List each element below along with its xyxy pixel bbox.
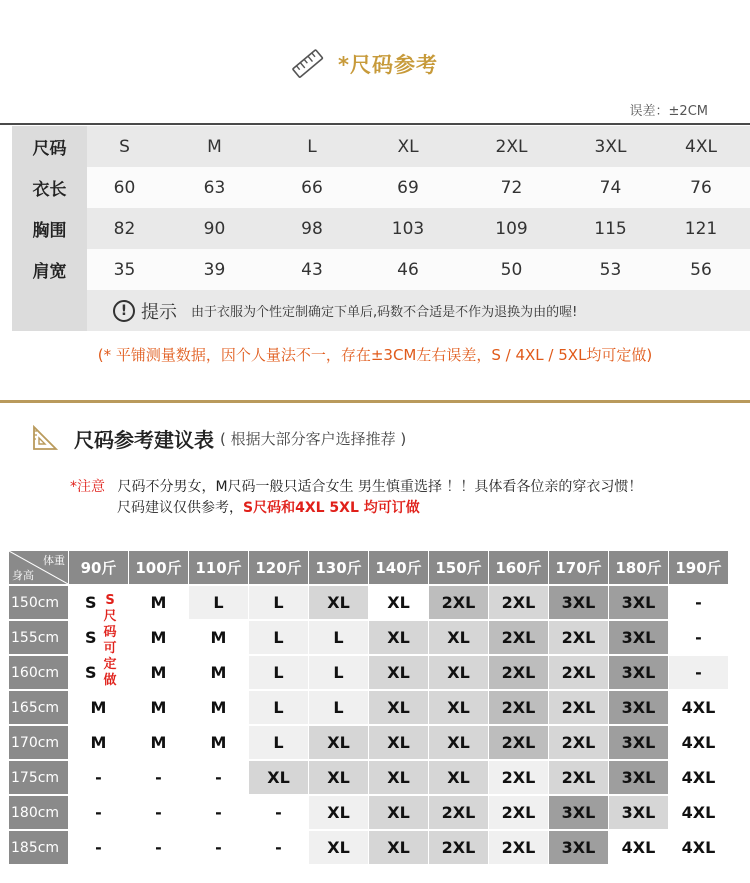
size-recommendation-cell: 2XL [489, 621, 548, 654]
size-recommendation-cell: - [669, 586, 728, 619]
height-label-cell: 155cm [9, 621, 68, 654]
weight-header-cell: 140斤 [369, 551, 428, 584]
size-cell: 66 [301, 177, 323, 198]
size-recommendation-cell: - [669, 621, 728, 654]
weight-header-cell: 90斤 [69, 551, 128, 584]
size-recommendation-cell: L [249, 656, 308, 689]
section-divider [0, 400, 750, 403]
tip-content [87, 290, 750, 331]
size-recommendation-cell: - [189, 831, 248, 864]
height-row [9, 725, 729, 760]
size-cell: M [207, 136, 222, 157]
size-recommendation-cell: XL [369, 691, 428, 724]
weight-header-cell: 190斤 [669, 551, 728, 584]
size-recommendation-cell: S [69, 621, 128, 654]
size-cell: XL [397, 136, 419, 157]
height-label-cell: 170cm [9, 726, 68, 759]
attention-highlight: S尺码和4XL 5XL 均可订做 [243, 500, 420, 516]
size-cell: 69 [397, 177, 419, 198]
size-cell: 115 [594, 218, 627, 239]
table-corner [9, 551, 68, 584]
size-row-values [87, 126, 750, 167]
size-recommendation-cell: M [189, 656, 248, 689]
size-cell: 50 [500, 259, 523, 280]
attention-line-1 [70, 477, 642, 498]
size-recommendation-cell: M [129, 691, 188, 724]
size-row-label: 衣长 [12, 167, 87, 208]
size-recommendation-cell: XL [369, 726, 428, 759]
ruler-icon [290, 46, 326, 82]
size-row-label: 胸围 [12, 208, 87, 249]
size-recommendation-cell: S [69, 656, 128, 689]
size-cell: S [119, 136, 130, 157]
s-custom-vertical-note [99, 593, 121, 689]
size-recommendation-cell: 3XL [609, 761, 668, 794]
table-top-rule [0, 123, 750, 125]
size-recommendation-cell: XL [429, 761, 488, 794]
size-recommendation-cell: - [249, 796, 308, 829]
size-recommendation-cell: 3XL [549, 796, 608, 829]
size-recommendation-cell: L [309, 621, 368, 654]
size-row-label: 肩宽 [12, 249, 87, 290]
height-label-cell: 160cm [9, 656, 68, 689]
size-recommendation-cell: 4XL [669, 796, 728, 829]
size-recommendation-cell: L [309, 656, 368, 689]
size-recommendation-cell: 2XL [429, 586, 488, 619]
size-recommendation-cell: 2XL [549, 621, 608, 654]
size-recommendation-cell: - [669, 656, 728, 689]
section1-title: *尺码参考 [338, 53, 438, 77]
size-row-label: 尺码 [12, 126, 87, 167]
weight-header-cell: 170斤 [549, 551, 608, 584]
size-cell: 121 [684, 218, 718, 239]
size-recommendation-cell: 2XL [489, 831, 548, 864]
height-label-cell: 165cm [9, 691, 68, 724]
size-cell: 35 [113, 259, 136, 280]
size-recommendation-cell: 2XL [489, 586, 548, 619]
corner-height-label: 身高 [12, 569, 34, 582]
size-cell: 56 [690, 259, 712, 280]
s-custom-note-text: S尺码可定做 [103, 593, 117, 688]
size-recommendation-cell: XL [369, 586, 428, 619]
size-recommendation-cell: - [189, 796, 248, 829]
size-cell: 74 [599, 177, 622, 198]
size-recommendation-cell: 2XL [549, 691, 608, 724]
height-row [9, 795, 729, 830]
size-cell: 2XL [495, 136, 528, 157]
height-label-cell: 185cm [9, 831, 68, 864]
size-recommendation-cell: 2XL [549, 761, 608, 794]
size-recommendation-cell: - [69, 831, 128, 864]
size-recommendation-cell: 2XL [489, 726, 548, 759]
attention-prefix: *注意 [70, 479, 105, 495]
size-recommendation-cell: S [69, 586, 128, 619]
weight-header-cell: 110斤 [189, 551, 248, 584]
size-cell: 90 [203, 218, 226, 239]
height-row [9, 830, 729, 865]
size-recommendation-cell: 3XL [549, 831, 608, 864]
size-recommendation-cell: XL [369, 761, 428, 794]
size-recommendation-cell: 2XL [489, 656, 548, 689]
size-row [12, 249, 750, 290]
size-recommendation-cell: XL [369, 656, 428, 689]
weight-header-row [9, 550, 729, 585]
weight-header-cell: 130斤 [309, 551, 368, 584]
size-row [12, 126, 750, 167]
size-recommendation-cell: M [129, 586, 188, 619]
size-recommendation-cell: M [189, 621, 248, 654]
attention-line-2 [70, 498, 642, 519]
size-recommendation-cell: XL [429, 656, 488, 689]
size-recommendation-cell: - [189, 761, 248, 794]
size-cell: L [307, 136, 317, 157]
size-row-values [87, 167, 750, 208]
size-recommendation-cell: 2XL [429, 831, 488, 864]
size-recommendation-cell: XL [369, 796, 428, 829]
section2-subtitle: ( 根据大部分客户选择推荐 ) [220, 429, 407, 448]
size-recommendation-cell: L [309, 691, 368, 724]
tip-label: 提示 [141, 301, 177, 323]
height-label-cell: 180cm [9, 796, 68, 829]
weight-header-cell: 150斤 [429, 551, 488, 584]
size-recommendation-cell: 3XL [609, 621, 668, 654]
attention-text-2: 尺码建议仅供参考， [117, 500, 243, 516]
measurement-note: (* 平铺测量数据，因个人量法不一，存在±3CM左右误差，S / 4XL / 5XL均可定做) [97, 346, 653, 364]
size-recommendation-cell: - [249, 831, 308, 864]
size-cell: 3XL [594, 136, 627, 157]
size-recommendation-cell: 3XL [549, 586, 608, 619]
tolerance-text: 误差：±2CM [629, 104, 708, 119]
size-recommendation-cell: 4XL [669, 761, 728, 794]
size-recommendation-cell: M [69, 726, 128, 759]
size-recommendation-cell: L [249, 691, 308, 724]
size-recommendation-cell: 3XL [609, 796, 668, 829]
weight-header-cell: 180斤 [609, 551, 668, 584]
size-cell: 4XL [685, 136, 717, 157]
size-recommendation-cell: L [189, 586, 248, 619]
size-cell: 39 [203, 259, 226, 280]
size-recommendation-cell: L [249, 621, 308, 654]
size-cell: 72 [500, 177, 523, 198]
tip-row [12, 290, 750, 331]
size-recommendation-cell: 2XL [549, 656, 608, 689]
size-row-values [87, 249, 750, 290]
size-row [12, 208, 750, 249]
height-row [9, 760, 729, 795]
size-recommendation-cell: 3XL [609, 691, 668, 724]
alert-circle-icon: ! [113, 300, 135, 322]
weight-header-cell: 120斤 [249, 551, 308, 584]
size-recommendation-cell: XL [369, 831, 428, 864]
size-recommendation-cell: - [129, 761, 188, 794]
attention-text-1: 尺码不分男女，M尺码一般只适合女生 男生慎重选择 ！！具体看各位亲的穿衣习惯！ [117, 479, 643, 495]
size-recommendation-cell: 2XL [489, 761, 548, 794]
size-recommendation-cell: XL [249, 761, 308, 794]
size-recommendation-cell: L [249, 586, 308, 619]
size-recommendation-cell: M [129, 656, 188, 689]
size-recommendation-cell: XL [429, 726, 488, 759]
size-recommendation-cell: 3XL [609, 726, 668, 759]
size-recommendation-cell: XL [309, 726, 368, 759]
size-cell: 60 [113, 177, 136, 198]
size-recommendation-cell: 4XL [609, 831, 668, 864]
size-recommendation-cell: 4XL [669, 831, 728, 864]
size-recommendation-cell: 2XL [489, 691, 548, 724]
size-recommendation-cell: 4XL [669, 726, 728, 759]
size-recommendation-cell: XL [369, 621, 428, 654]
section2-header [32, 422, 406, 454]
size-cell: 46 [397, 259, 419, 280]
size-cell: 98 [301, 218, 323, 239]
weight-header-cell: 160斤 [489, 551, 548, 584]
size-recommendation-cell: 3XL [609, 656, 668, 689]
height-label-cell: 150cm [9, 586, 68, 619]
size-recommendation-cell: - [129, 796, 188, 829]
size-recommendation-cell: M [129, 621, 188, 654]
size-cell: 76 [690, 177, 712, 198]
attention-notes [70, 477, 642, 519]
size-recommendation-cell: 2XL [549, 726, 608, 759]
size-recommendation-cell: L [249, 726, 308, 759]
size-recommendation-cell: XL [429, 691, 488, 724]
size-recommendation-cell: M [69, 691, 128, 724]
tip-row-label-cell [12, 290, 87, 331]
weight-header-cell: 100斤 [129, 551, 188, 584]
tip-text: 由于衣服为个性定制确定下单后,码数不合适是不作为退换为由的喔! [191, 305, 578, 320]
size-recommendation-cell: 2XL [489, 796, 548, 829]
size-recommendation-cell: XL [309, 796, 368, 829]
size-recommendation-cell: M [129, 726, 188, 759]
size-recommendation-cell: - [69, 761, 128, 794]
size-row [12, 167, 750, 208]
size-cell: 63 [203, 177, 226, 198]
size-recommendation-cell: M [189, 726, 248, 759]
size-recommendation-cell: - [129, 831, 188, 864]
size-recommendation-cell: 2XL [429, 796, 488, 829]
size-cell: 109 [495, 218, 528, 239]
section2-title: 尺码参考建议表 [74, 427, 214, 452]
set-square-icon [32, 425, 58, 451]
size-cell: 103 [391, 218, 425, 239]
height-label-cell: 175cm [9, 761, 68, 794]
size-cell: 43 [301, 259, 323, 280]
size-recommendation-cell: XL [309, 586, 368, 619]
size-recommendation-cell: XL [309, 761, 368, 794]
size-recommendation-cell: XL [309, 831, 368, 864]
size-table [12, 126, 750, 331]
size-recommendation-cell: 4XL [669, 691, 728, 724]
size-recommendation-cell: M [189, 691, 248, 724]
size-recommendation-cell: - [69, 796, 128, 829]
corner-weight-label: 体重 [43, 554, 65, 567]
size-cell: 53 [599, 259, 622, 280]
height-row [9, 690, 729, 725]
size-row-values [87, 208, 750, 249]
section1-header [290, 44, 438, 84]
size-recommendation-cell: 3XL [609, 586, 668, 619]
size-cell: 82 [113, 218, 136, 239]
size-recommendation-cell: XL [429, 621, 488, 654]
